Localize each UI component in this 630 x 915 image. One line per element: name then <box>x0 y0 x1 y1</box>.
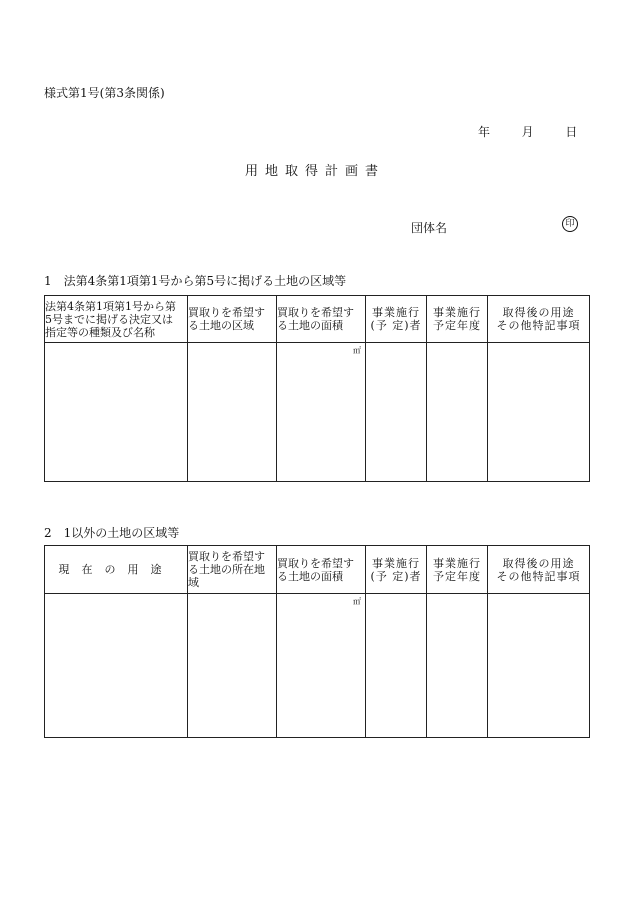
form-number: 様式第1号(第3条関係) <box>44 86 165 100</box>
section2-cell-current-use[interactable] <box>45 594 188 738</box>
section2-cell-fiscal-year[interactable] <box>427 594 488 738</box>
section2-table <box>44 545 590 738</box>
organization-label: 団体名 <box>411 221 448 235</box>
section1-header-decision-type: 法第4条第1項第1号から第 5号までに掲げる決定又は 指定等の種類及び名称 <box>45 296 188 343</box>
area-unit: ㎡ <box>353 597 361 606</box>
day-label: 日 <box>565 125 578 139</box>
section1-header-land-size: 買取りを希望す る土地の面積 <box>277 296 366 343</box>
section1-header-row <box>45 296 590 343</box>
section1-cell-remarks[interactable] <box>488 343 590 482</box>
section1-cell-land-area[interactable] <box>188 343 277 482</box>
year-label: 年 <box>478 125 491 139</box>
section1-header-remarks: 取得後の用途 その他特記事項 <box>488 296 590 343</box>
section1-cell-operator[interactable] <box>366 343 427 482</box>
section1-header-land-area: 買取りを希望す る土地の区域 <box>188 296 277 343</box>
section1-table <box>44 295 590 482</box>
section2-cell-operator[interactable] <box>366 594 427 738</box>
section2-header-land-size: 買取りを希望す る土地の面積 <box>277 546 366 594</box>
section1-header-operator: 事業施行 (予 定)者 <box>366 296 427 343</box>
section2-entry-row <box>45 594 590 738</box>
section1-heading: 1 法第4条第1項第1号から第5号に掲げる土地の区域等 <box>44 274 347 288</box>
date-line <box>478 123 577 140</box>
section1-header-fiscal-year: 事業施行 予定年度 <box>427 296 488 343</box>
area-unit: ㎡ <box>353 346 361 355</box>
section2-header-current-use: 現在の用途 <box>45 546 188 594</box>
document-title: 用地取得計画書 <box>244 164 385 179</box>
section2-header-operator: 事業施行 (予 定)者 <box>366 546 427 594</box>
seal-mark-icon: 印 <box>562 216 578 232</box>
section2-cell-land-location[interactable] <box>188 594 277 738</box>
section2-header-row <box>45 546 590 594</box>
section1-cell-land-size[interactable] <box>277 343 366 482</box>
section1-cell-fiscal-year[interactable] <box>427 343 488 482</box>
section2-cell-land-size[interactable] <box>277 594 366 738</box>
section2-header-fiscal-year: 事業施行 予定年度 <box>427 546 488 594</box>
section2-heading: 2 1以外の土地の区域等 <box>44 526 180 540</box>
section1-cell-decision-type[interactable] <box>45 343 188 482</box>
month-label: 月 <box>521 125 534 139</box>
section2-header-remarks: 取得後の用途 その他特記事項 <box>488 546 590 594</box>
section2-header-land-location: 買取りを希望す る土地の所在地 域 <box>188 546 277 594</box>
section2-cell-remarks[interactable] <box>488 594 590 738</box>
section1-entry-row <box>45 343 590 482</box>
